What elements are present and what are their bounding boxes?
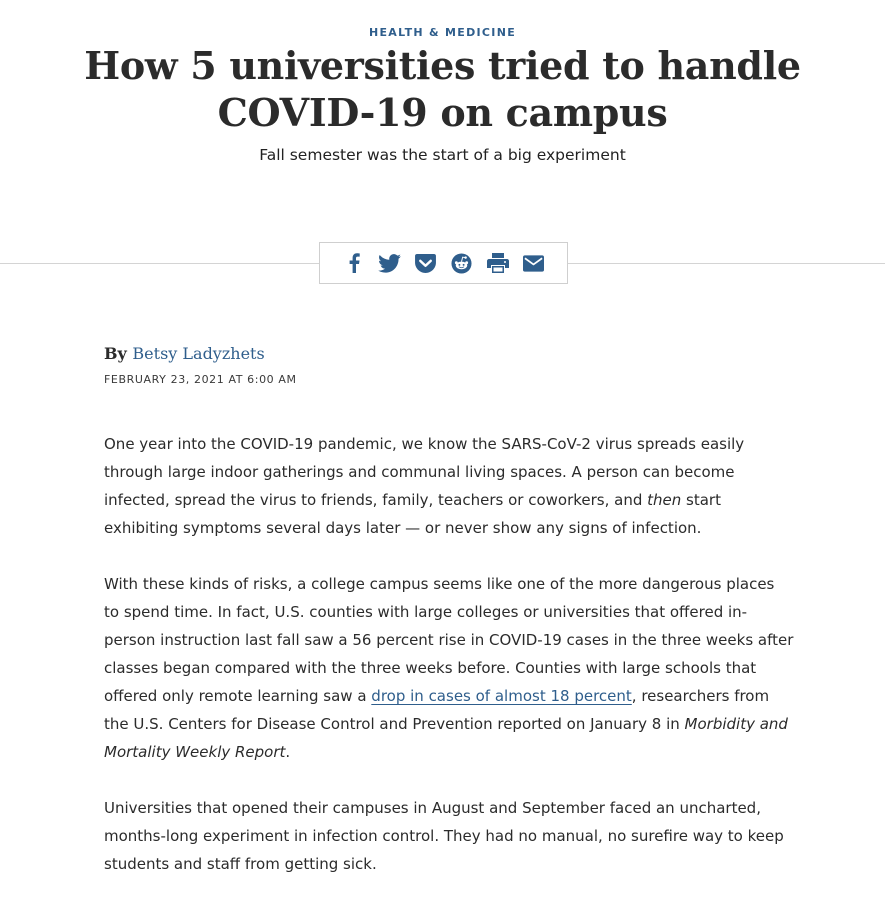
reddit-icon xyxy=(451,253,472,274)
body-paragraph-1: One year into the COVID-19 pandemic, we know the SARS-CoV-2 virus spreads easily through large indoor gatherings and communal living spaces. A person can become infected, spread the virus to friends, family, teachers or coworkers, and then start exhibiting symptoms several days later — or never show any signs of infection. xyxy=(104,435,745,537)
share-bar xyxy=(319,242,568,284)
cdc-report-link[interactable]: drop in cases of almost 18 percent xyxy=(371,687,632,705)
share-email-button[interactable] xyxy=(516,243,552,283)
share-reddit-button[interactable] xyxy=(444,243,480,283)
share-pocket-button[interactable] xyxy=(408,243,444,283)
publish-date: FEBRUARY 23, 2021 AT 6:00 AM xyxy=(104,373,297,386)
facebook-icon xyxy=(348,253,360,273)
article-body xyxy=(104,430,794,903)
body-paragraph-2: With these kinds of risks, a college campus seems like one of the more dangerous places to spend time. In fact, U.S. counties with large colleges or universities that offered in-person instruction last fall saw a 56 percent rise in COVID-19 cases in the three weeks after classes began compared with the three weeks before. Counties with large schools that offered only remote learning saw a drop in cases of almost 18 percent, researchers from the U.S. Centers for Disease Control and Prevention reported on January 8 in Morbidity and Mortality Weekly Report. xyxy=(104,575,794,761)
email-icon xyxy=(523,255,544,272)
byline-prefix: By xyxy=(104,344,127,363)
pocket-icon xyxy=(415,254,436,273)
share-facebook-button[interactable] xyxy=(336,243,372,283)
article-dek: Fall semester was the start of a big experiment xyxy=(259,146,626,164)
share-twitter-button[interactable] xyxy=(372,243,408,283)
category-label[interactable]: HEALTH & MEDICINE xyxy=(368,26,517,39)
author-link[interactable]: Betsy Ladyzhets xyxy=(132,344,265,363)
body-paragraph-3: Universities that opened their campuses in August and September faced an uncharted, months-long experiment in infection control. They had no manual, no surefire way to keep students and staff from getting sick. xyxy=(104,799,784,873)
print-icon xyxy=(487,253,509,273)
article-headline: How 5 universities tried to handle COVID-19 on campus xyxy=(84,43,801,135)
share-print-button[interactable] xyxy=(480,243,516,283)
byline xyxy=(104,344,265,363)
twitter-icon xyxy=(378,254,401,273)
